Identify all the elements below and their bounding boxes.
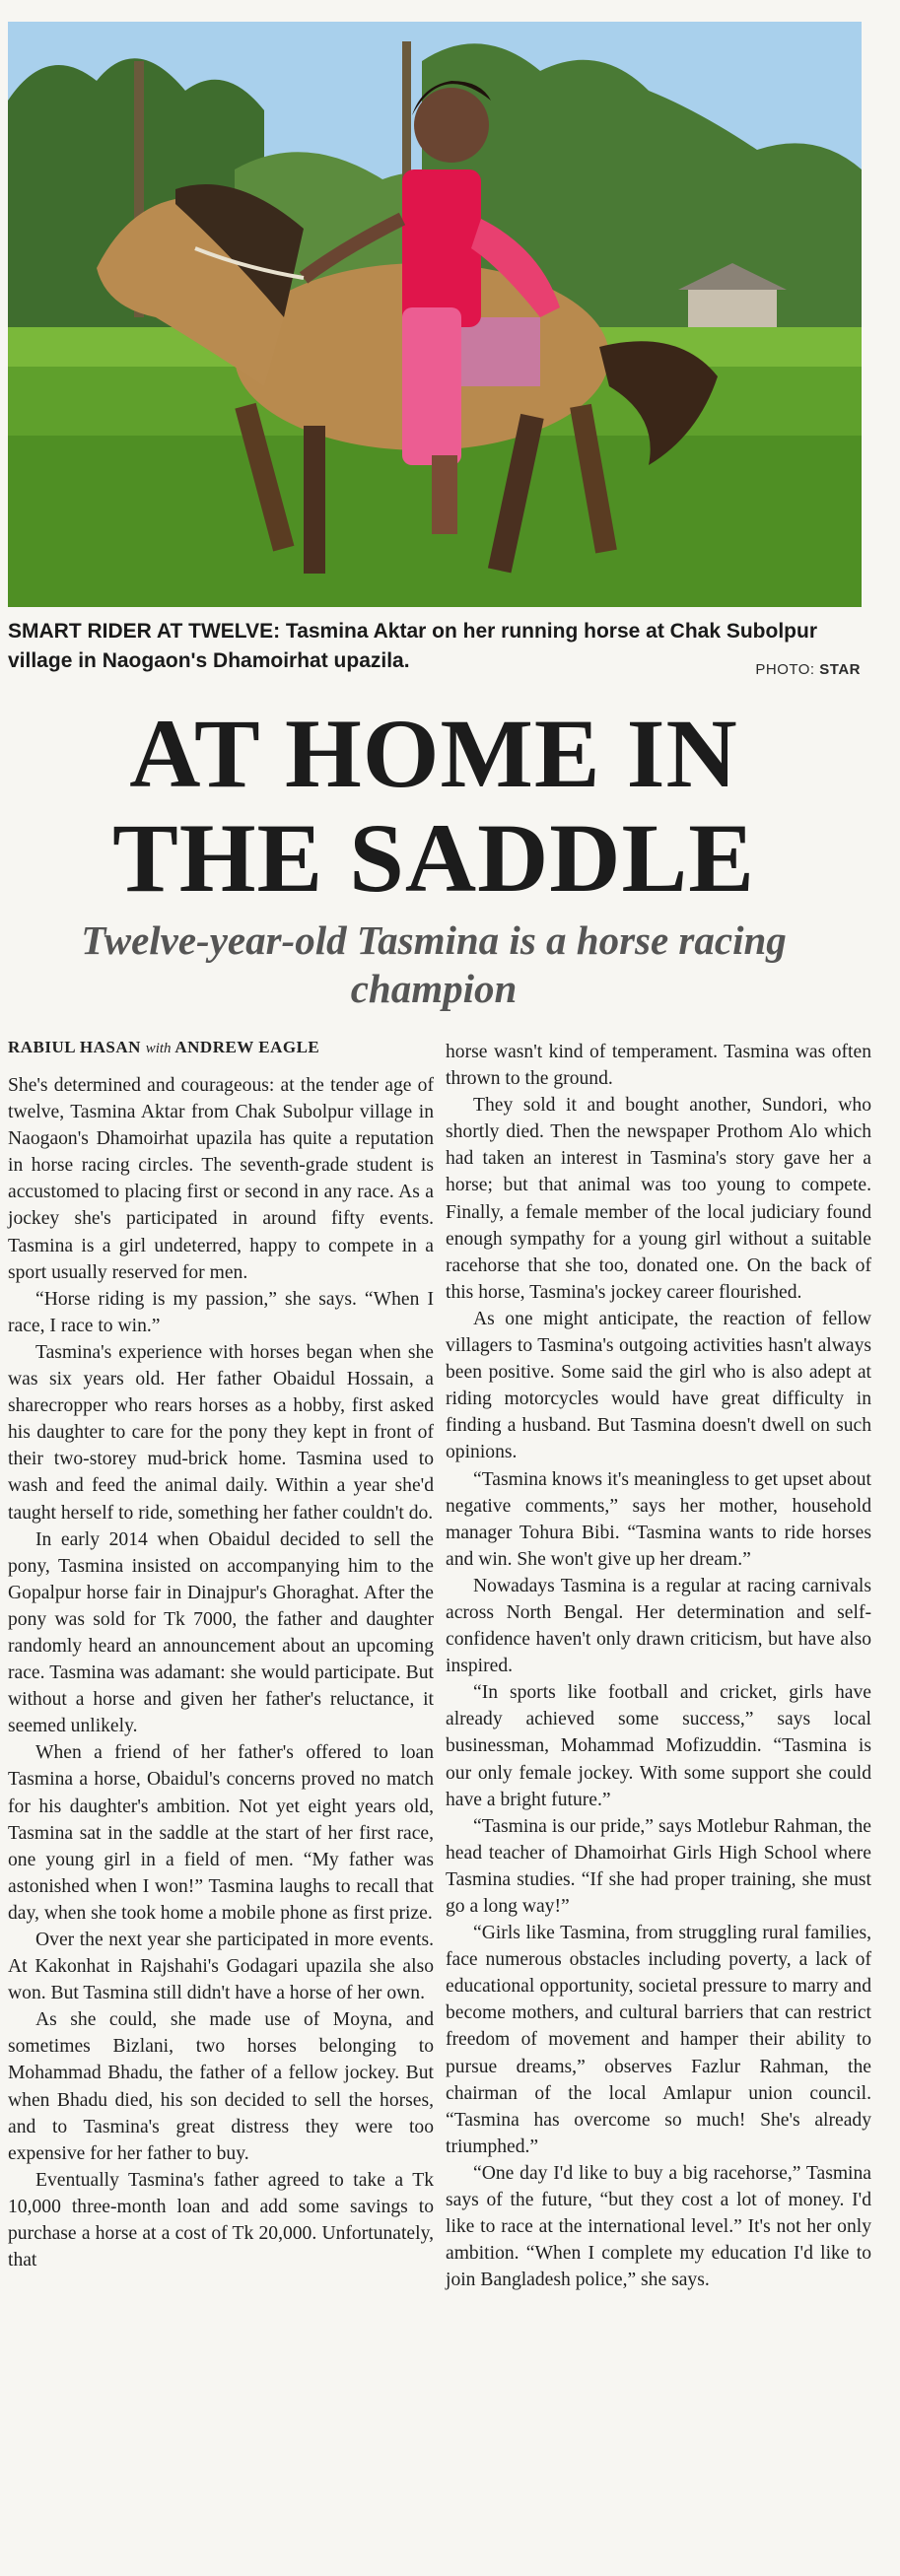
paragraph: Over the next year she participated in more events. At Kakonhat in Rajshahi's Godagari upazila she also won. But Tasmina still didn't have a horse of her own. — [8, 1930, 434, 2004]
headline — [0, 699, 867, 913]
horse-rider-photo — [8, 22, 862, 607]
author-primary: RABIUL HASAN — [8, 1038, 141, 1056]
paragraph: When a friend of her father's offered to loan Tasmina a horse, Obaidul's concerns proved no match for his daughter's ambition. Not yet eight years old, Tasmina sat in the saddle at the start of her first race, one young girl in a field of men. “My father was astonished when I won!” Tasmina laughs to recall that day, when she took home a mobile phone as first prize. — [8, 1742, 434, 1924]
paragraph: “Tasmina knows it's meaningless to get upset about negative comments,” says her mother, household manager Tohura Bibi. “Tasmina wants to ride horses and win. She won't give up her dream.” — [446, 1468, 871, 1570]
paragraph: As one might anticipate, the reaction of fellow villagers to Tasmina's outgoing activities hasn't always been positive. Some said the girl who is also adept at riding motorcycles would have great difficulty in finding a husband. But Tasmina doesn't dwell on such opinions. — [446, 1308, 871, 1463]
paragraph: In early 2014 when Obaidul decided to sell the pony, Tasmina insisted on accompanying him to the Gopalpur horse fair in Dinajpur's Ghoraghat. After the pony was sold for Tk 7000, the father and daughter randomly heard an announcement about an upcoming race. Tasmina was adamant: she would participate. But without a horse and given her father's reluctance, it seemed unlikely. — [8, 1528, 434, 1737]
subheadline: Twelve-year-old Tasmina is a horse racing champion — [81, 917, 787, 1011]
paragraph: “One day I'd like to buy a big racehorse,” Tasmina says of the future, “but they cost a lot of money. I'd like to race at the international level.” It's not her only ambition. “When I complete my education I'd like to join Bangladesh police,” she says. — [446, 2162, 871, 2291]
paragraph: “Girls like Tasmina, from struggling rural families, face numerous obstacles including poverty, a lack of educational opportunity, societal pressure to marry and become mothers, and cultural barriers that can restrict freedom of movement and hamper their ability to pursue dreams,” observes Fazlur Rahman, the chairman of the local Amlapur union council. “Tasmina has overcome so much! She's already triumphed.” — [446, 1923, 871, 2157]
photo-credit-source: STAR — [819, 661, 861, 678]
paragraph: “Horse riding is my passion,” she says. “When I race, I race to win.” — [8, 1288, 434, 1336]
article-column-left — [8, 1072, 434, 2273]
paragraph: Nowadays Tasmina is a regular at racing carnivals across North Bengal. Her determination and self-confidence haven't only drawn criticism, but have also inspired. — [446, 1575, 871, 1677]
paragraph: Tasmina's experience with horses began when she was six years old. Her father Obaidul Hossain, a sharecropper who rears horses as a hobby, first asked his daughter to care for the pony they kept in front of their two-storey mud-brick home. Tasmina used to wash and feed the animal daily. Within a year she'd taught herself to ride, something her father couldn't do. — [8, 1341, 434, 1524]
paragraph: horse wasn't kind of temperament. Tasmina was often thrown to the ground. — [446, 1042, 871, 1090]
photo-caption: SMART RIDER AT TWELVE: Tasmina Aktar on her running horse at Chak Subolpur village in Naogaon's Dhamoirhat upazila. — [8, 620, 817, 672]
article-column-right — [446, 1039, 871, 2293]
byline — [8, 1038, 432, 1057]
paragraph: Eventually Tasmina's father agreed to take a Tk 10,000 three-month loan and add some savings to purchase a horse at a cost of Tk 20,000. Unfortunately, that — [8, 2169, 434, 2271]
paragraph: As she could, she made use of Moyna, and sometimes Bizlani, two horses belonging to Mohammad Bhadu, the father of a fellow jockey. But when Bhadu died, his son decided to sell the horses, and to Tasmina's great distress they were too expensive for her father to buy. — [8, 2009, 434, 2164]
headline-line-1: AT HOME IN — [129, 699, 738, 808]
paragraph: “Tasmina is our pride,” says Motlebur Rahman, the head teacher of Dhamoirhat Girls High School where Tasmina studies. “If she had proper training, she must go a long way!” — [446, 1815, 871, 1917]
photo-credit-prefix: PHOTO: — [755, 661, 820, 678]
author-secondary: ANDREW EAGLE — [174, 1038, 320, 1056]
author-joiner: with — [145, 1041, 172, 1056]
headline-line-2: THE SADDLE — [112, 803, 755, 913]
paragraph: “In sports like football and cricket, girls have already achieved some success,” says local businessman, Mohammad Mofizuddin. “Tasmina is our only female jockey. With some support she could have a bright future.” — [446, 1682, 871, 1810]
photo-credit — [755, 661, 861, 678]
photo-illustration — [8, 22, 862, 607]
paragraph: They sold it and bought another, Sundori, who shortly died. Then the newspaper Prothom Alo which had taken an interest in Tasmina's story gave her a horse; but that animal was too young to compete. Finally, a female member of the local judiciary found enough sympathy for a young girl without a suitable racehorse that she too, donated one. On the back of this horse, Tasmina's jockey career flourished. — [446, 1095, 871, 1303]
paragraph: She's determined and courageous: at the tender age of twelve, Tasmina Aktar from Chak Subolpur village in Naogaon's Dhamoirhat upazila has quite a reputation in horse racing circles. The seventh-grade student is accustomed to placing first or second in any race. As a jockey she's participated in around fifty events. Tasmina is a girl undeterred, happy to compete in a sport usually reserved for men. — [8, 1075, 434, 1283]
